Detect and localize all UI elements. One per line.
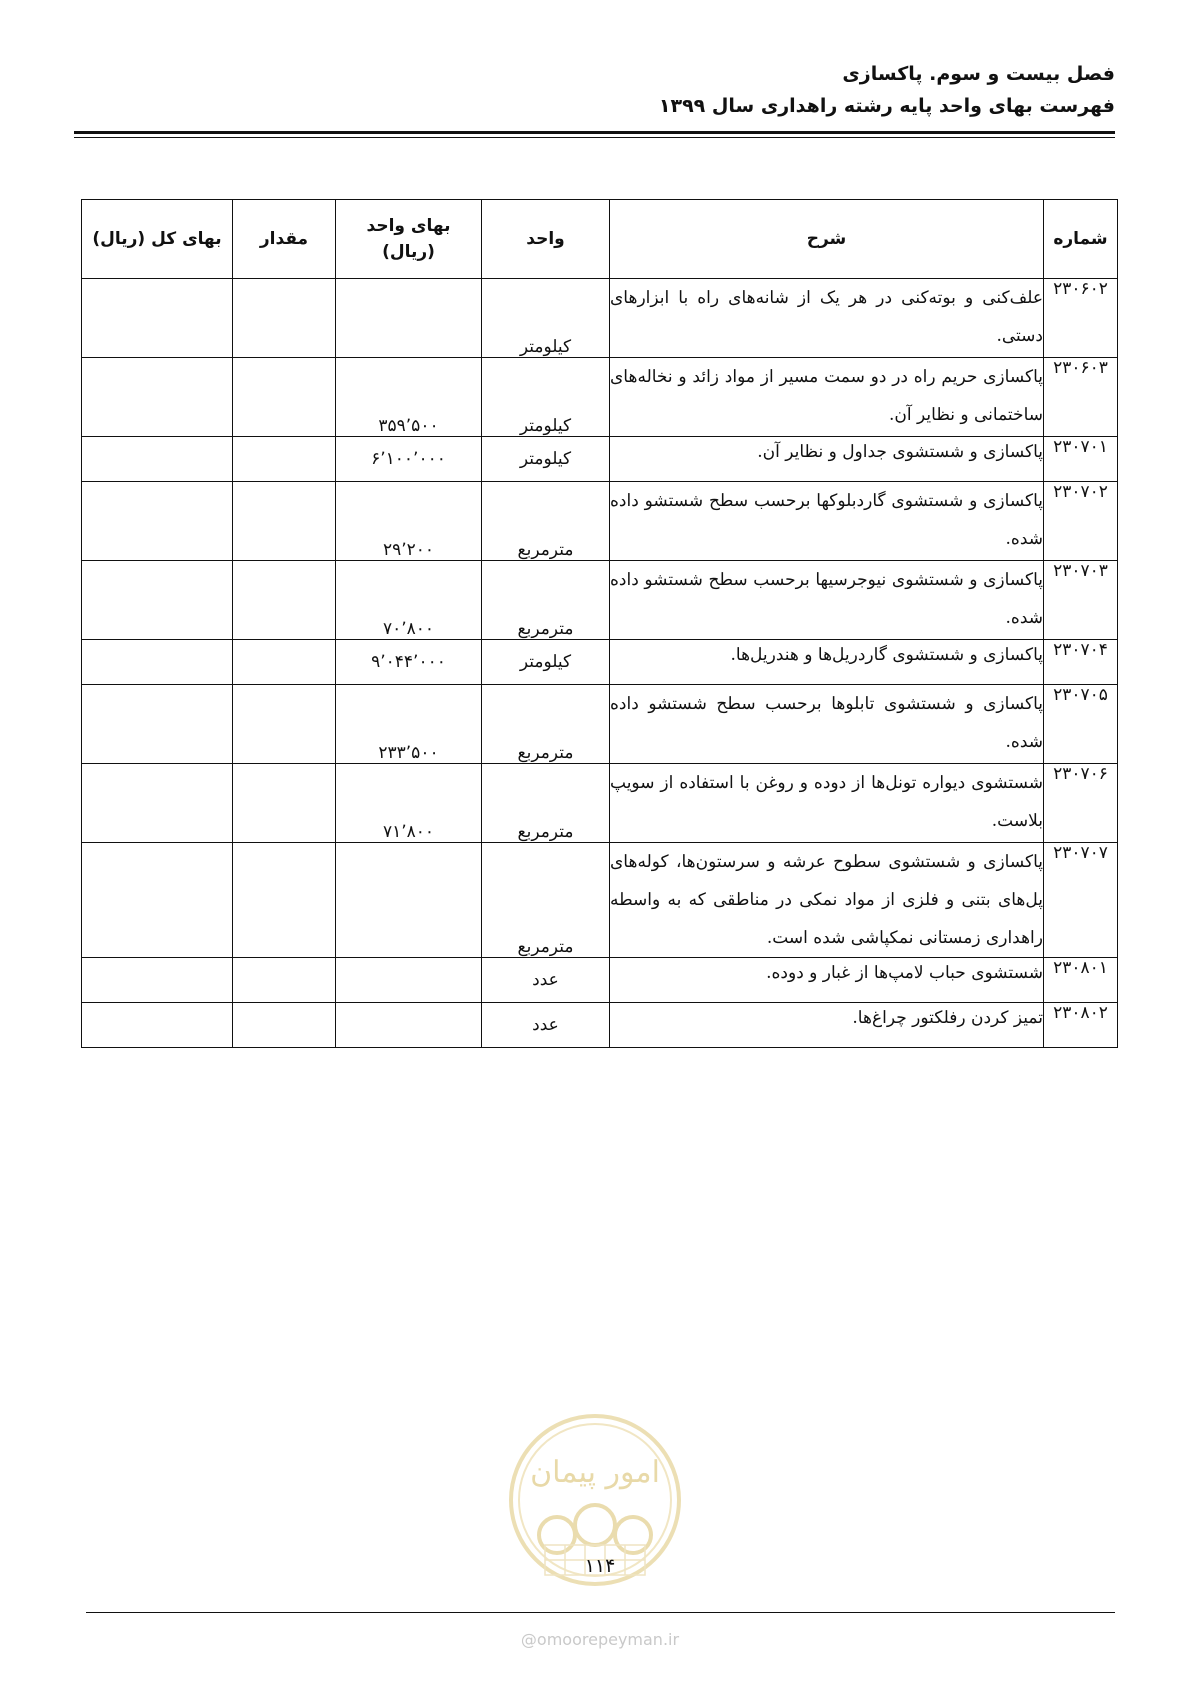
row-code: ۲۳۰۷۰۴ bbox=[1044, 640, 1118, 685]
row-total bbox=[82, 1003, 233, 1048]
table-row bbox=[82, 482, 1118, 561]
row-desc: پاکسازی حریم راه در دو سمت مسیر از مواد زائد و نخاله‌های ساختمانی و نظایر آن. bbox=[610, 358, 1044, 437]
col-header-unit: واحد bbox=[482, 200, 610, 279]
row-desc: پاکسازی و شستشوی تابلوها برحسب سطح شستشو داده شده. bbox=[610, 685, 1044, 764]
table-header-row bbox=[82, 200, 1118, 279]
row-qty bbox=[233, 358, 336, 437]
row-desc: علف‌کنی و بوته‌کنی در هر یک از شانه‌های راه با ابزارهای دستی. bbox=[610, 279, 1044, 358]
col-header-price bbox=[336, 200, 482, 279]
row-qty bbox=[233, 843, 336, 958]
row-code: ۲۳۰۷۰۱ bbox=[1044, 437, 1118, 482]
page-number: ۱۱۴ bbox=[584, 1555, 616, 1577]
row-total bbox=[82, 958, 233, 1003]
row-price: ۷۱٬۸۰۰ bbox=[336, 764, 482, 843]
row-code: ۲۳۰۷۰۶ bbox=[1044, 764, 1118, 843]
col-header-total: بهای کل (ریال) bbox=[82, 200, 233, 279]
table-row bbox=[82, 958, 1118, 1003]
col-header-desc: شرح bbox=[610, 200, 1044, 279]
col-header-price-title: بهای واحد bbox=[366, 216, 451, 236]
header-rule-thin bbox=[74, 137, 1115, 138]
row-code: ۲۳۰۸۰۱ bbox=[1044, 958, 1118, 1003]
row-unit: عدد bbox=[482, 1003, 610, 1048]
row-qty bbox=[233, 561, 336, 640]
row-unit: عدد bbox=[482, 958, 610, 1003]
row-total bbox=[82, 561, 233, 640]
row-price: ۷۰٬۸۰۰ bbox=[336, 561, 482, 640]
row-unit: مترمربع bbox=[482, 685, 610, 764]
row-qty bbox=[233, 1003, 336, 1048]
row-price: ۲۳۳٬۵۰۰ bbox=[336, 685, 482, 764]
row-total bbox=[82, 685, 233, 764]
row-code: ۲۳۰۸۰۲ bbox=[1044, 1003, 1118, 1048]
row-desc: شستشوی دیواره تونل‌ها از دوده و روغن با استفاده از سویپ بلاست. bbox=[610, 764, 1044, 843]
row-price: ۶٬۱۰۰٬۰۰۰ bbox=[336, 437, 482, 482]
row-code: ۲۳۰۷۰۳ bbox=[1044, 561, 1118, 640]
row-unit: کیلومتر bbox=[482, 640, 610, 685]
row-qty bbox=[233, 958, 336, 1003]
row-unit: مترمربع bbox=[482, 482, 610, 561]
row-desc: پاکسازی و شستشوی جداول و نظایر آن. bbox=[610, 437, 1044, 482]
table-row bbox=[82, 437, 1118, 482]
row-qty bbox=[233, 640, 336, 685]
row-total bbox=[82, 843, 233, 958]
chapter-title: فصل بیست و سوم. پاکسازی bbox=[842, 63, 1115, 85]
row-code: ۲۳۰۶۰۲ bbox=[1044, 279, 1118, 358]
row-price bbox=[336, 279, 482, 358]
row-price: ۲۹٬۲۰۰ bbox=[336, 482, 482, 561]
row-desc: پاکسازی و شستشوی گاردبلوکها برحسب سطح شستشو داده شده. bbox=[610, 482, 1044, 561]
row-unit: کیلومتر bbox=[482, 279, 610, 358]
table-row bbox=[82, 279, 1118, 358]
document-title: فهرست بهای واحد پایه رشته راهداری سال ۱۳۹۹ bbox=[658, 95, 1115, 117]
row-unit: مترمربع bbox=[482, 843, 610, 958]
row-qty bbox=[233, 764, 336, 843]
row-code: ۲۳۰۶۰۳ bbox=[1044, 358, 1118, 437]
watermark-logo-text: امور پیمان bbox=[530, 1455, 660, 1490]
col-header-qty: مقدار bbox=[233, 200, 336, 279]
row-price bbox=[336, 843, 482, 958]
table-row bbox=[82, 640, 1118, 685]
row-qty bbox=[233, 482, 336, 561]
row-total bbox=[82, 764, 233, 843]
row-qty bbox=[233, 437, 336, 482]
table-row bbox=[82, 764, 1118, 843]
row-desc: تمیز کردن رفلکتور چراغ‌ها. bbox=[610, 1003, 1044, 1048]
price-table bbox=[81, 199, 1118, 1048]
table-row bbox=[82, 561, 1118, 640]
row-total bbox=[82, 279, 233, 358]
row-code: ۲۳۰۷۰۵ bbox=[1044, 685, 1118, 764]
table-row bbox=[82, 358, 1118, 437]
row-total bbox=[82, 482, 233, 561]
footer-rule bbox=[86, 1612, 1115, 1613]
table-row bbox=[82, 1003, 1118, 1048]
row-price bbox=[336, 958, 482, 1003]
row-unit: مترمربع bbox=[482, 764, 610, 843]
row-total bbox=[82, 640, 233, 685]
header-rule-thick bbox=[74, 131, 1115, 134]
row-price bbox=[336, 1003, 482, 1048]
row-unit: کیلومتر bbox=[482, 358, 610, 437]
row-desc: پاکسازی و شستشوی گاردریل‌ها و هندریل‌ها. bbox=[610, 640, 1044, 685]
row-total bbox=[82, 358, 233, 437]
row-total bbox=[82, 437, 233, 482]
watermark-url: @omoorepeyman.ir bbox=[520, 1630, 680, 1649]
row-price: ۹٬۰۴۴٬۰۰۰ bbox=[336, 640, 482, 685]
row-desc: پاکسازی و شستشوی سطوح عرشه و سرستون‌ها، کوله‌های پل‌های بتنی و فلزی از مواد نمکی در مناطقی که به واسطه راهداری زمستانی نمکپاشی شده است. bbox=[610, 843, 1044, 958]
row-qty bbox=[233, 279, 336, 358]
row-price: ۳۵۹٬۵۰۰ bbox=[336, 358, 482, 437]
row-qty bbox=[233, 685, 336, 764]
row-code: ۲۳۰۷۰۲ bbox=[1044, 482, 1118, 561]
col-header-code: شماره bbox=[1044, 200, 1118, 279]
row-desc: شستشوی حباب لامپ‌ها از غبار و دوده. bbox=[610, 958, 1044, 1003]
table-row bbox=[82, 685, 1118, 764]
row-unit: مترمربع bbox=[482, 561, 610, 640]
row-code: ۲۳۰۷۰۷ bbox=[1044, 843, 1118, 958]
col-header-price-unit: (ریال) bbox=[382, 242, 435, 262]
row-unit: کیلومتر bbox=[482, 437, 610, 482]
page-header bbox=[74, 58, 1115, 122]
row-desc: پاکسازی و شستشوی نیوجرسیها برحسب سطح شستشو داده شده. bbox=[610, 561, 1044, 640]
table-row bbox=[82, 843, 1118, 958]
